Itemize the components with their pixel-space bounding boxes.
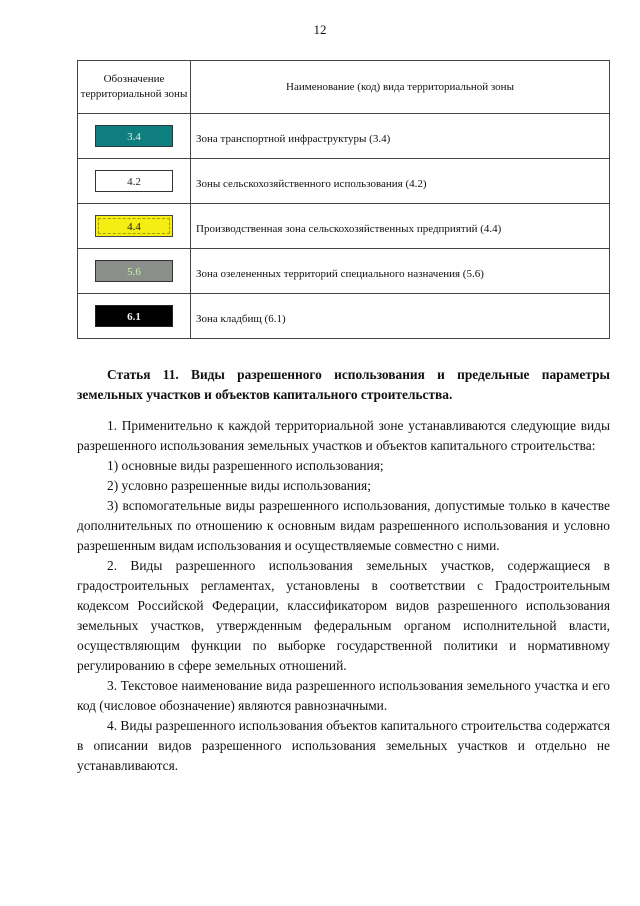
zones-table (77, 60, 610, 339)
header-sign: Обозначение территориальной зоны (78, 61, 191, 114)
list-item: 3) вспомогательные виды разрешенного использования, допустимые только в качестве дополнительных по отношению к основным видам разрешенного использования и условно разрешенным видам использования и осуществляемые совместно с ними. (77, 498, 610, 553)
paragraph-1: 1. Применительно к каждой территориальной зоне устанавливаются следующие виды разрешенного использования земельных участков и объектов капитального строительства: (77, 418, 610, 453)
zone-swatch-3-4: 3.4 (95, 125, 173, 147)
page-number: 12 (313, 22, 327, 37)
table-row (78, 159, 610, 204)
zone-name: Производственная зона сельскохозяйственных предприятий (4.4) (191, 204, 610, 249)
table-row (78, 204, 610, 249)
article-heading: Статья 11. Виды разрешенного использования и предельные параметры земельных участков и объектов капитального строительства. (77, 367, 610, 402)
paragraph-4: 4. Виды разрешенного использования объектов капитального строительства содержатся в описании видов разрешенного использования земельных участков и отдельно не устанавливаются. (77, 718, 610, 773)
zone-swatch-4-2: 4.2 (95, 170, 173, 192)
zone-name: Зона озелененных территорий специального назначения (5.6) (191, 249, 610, 294)
list-item: 2) условно разрешенные виды использования; (107, 478, 371, 493)
paragraph-3: 3. Текстовое наименование вида разрешенного использования земельного участка и его код (числовое обозначение) являются равнозначными. (77, 678, 610, 713)
list-item: 1) основные виды разрешенного использования; (107, 458, 384, 473)
table-row (78, 249, 610, 294)
table-row (78, 294, 610, 339)
header-name: Наименование (код) вида территориальной зоны (191, 61, 610, 114)
zone-name: Зоны сельскохозяйственного использования (4.2) (191, 159, 610, 204)
zone-name: Зона транспортной инфраструктуры (3.4) (191, 114, 610, 159)
table-header-row (78, 61, 610, 114)
table-row (78, 114, 610, 159)
zone-name: Зона кладбищ (6.1) (191, 294, 610, 339)
zone-swatch-4-4: 4.4 (95, 215, 173, 237)
article-body (77, 416, 610, 776)
paragraph-2: 2. Виды разрешенного использования земельных участков, содержащиеся в градостроительных регламентах, установлены в соответствии с Градостроительным кодексом Российской Федерации, классификатором видов разрешенного использования земельных участков, утвержденным федеральным органом исполнительной власти, осуществляющим функции по выборке государственной политики и нормативному регулированию в сфере земельных отношений. (77, 558, 610, 673)
zone-swatch-5-6: 5.6 (95, 260, 173, 282)
zone-swatch-6-1: 6.1 (95, 305, 173, 327)
